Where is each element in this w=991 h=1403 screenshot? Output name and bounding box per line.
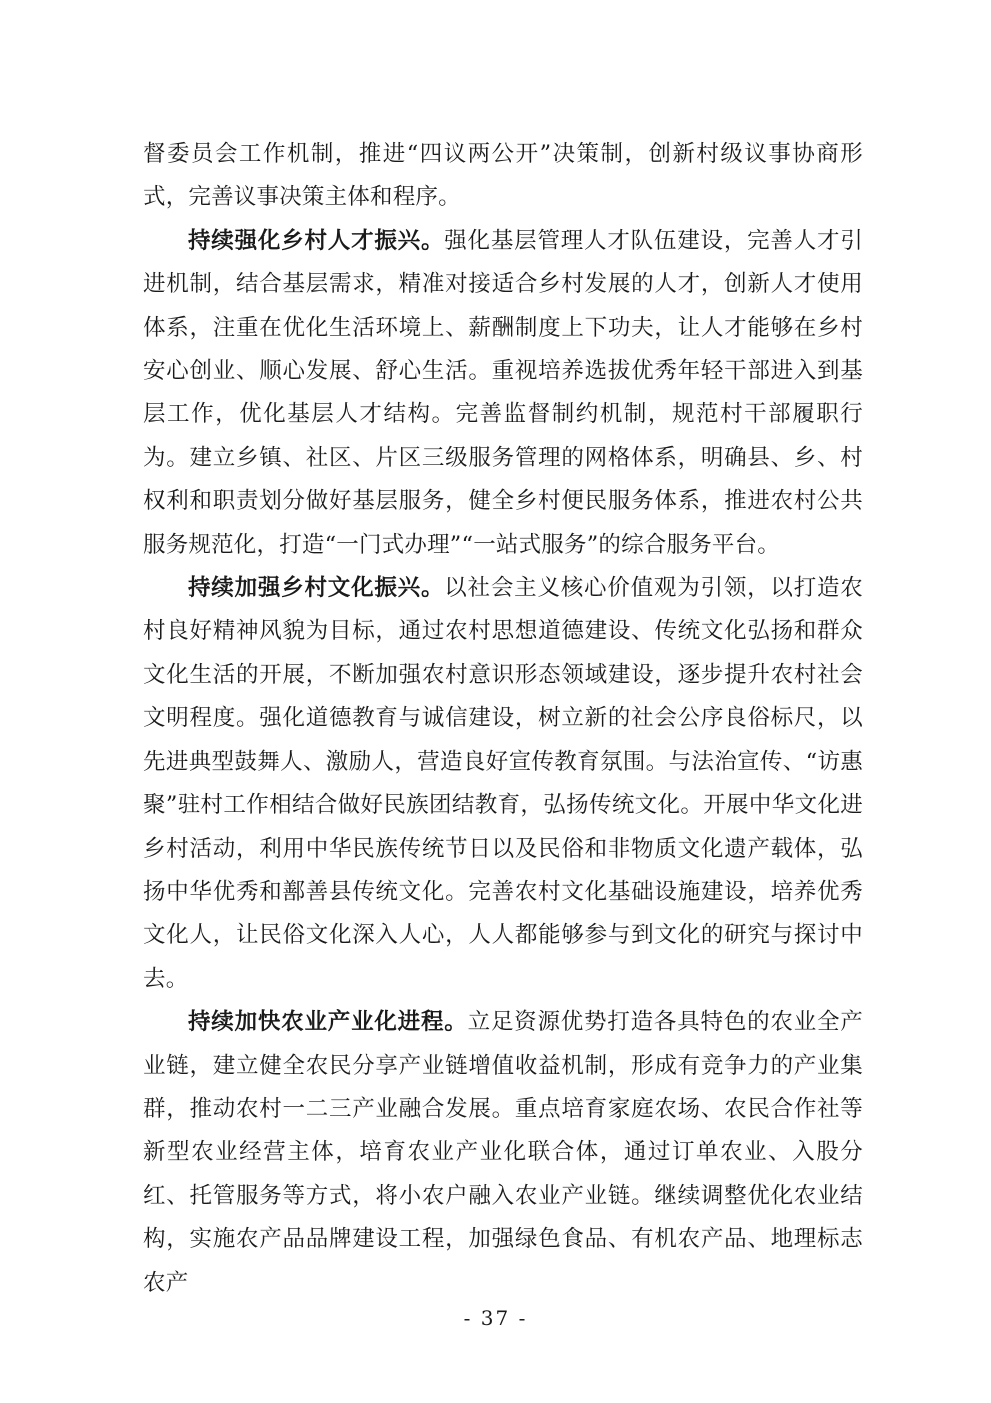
paragraph-text: 督委员会工作机制，推进“四议两公开”决策制，创新村级议事协商形式，完善议事决策主体和程序。 <box>143 141 863 211</box>
body-text <box>143 133 863 1305</box>
paragraph-continued <box>143 133 863 220</box>
paragraph-text: 立足资源优势打造各具特色的农业全产业链，建立健全农民分享产业链增值收益机制，形成有竞争力的产业集群，推动农村一二三产业融合发展。重点培育家庭农场、农民合作社等新型农业经营主体，培育农业产业化联合体，通过订单农业、入股分红、托管服务等方式，将小农户融入农业产业链。继续调整优化农业结构，实施农产品品牌建设工程，加强绿色食品、有机农产品、地理标志农产 <box>143 1009 863 1296</box>
paragraph-agri-industrialization <box>143 1001 863 1305</box>
page-number: - 37 - <box>463 1306 528 1330</box>
paragraph-culture-revitalization <box>143 567 863 1001</box>
paragraph-text: 以社会主义核心价值观为引领，以打造农村良好精神风貌为目标，通过农村思想道德建设、传统文化弘扬和群众文化生活的开展，不断加强农村意识形态领域建设，逐步提升农村社会文明程度。强化道德教育与诚信建设，树立新的社会公序良俗标尺，以先进典型鼓舞人、激励人，营造良好宣传教育氛围。与法治宣传、“访惠聚”驻村工作相结合做好民族团结教育，弘扬传统文化。开展中华文化进乡村活动，利用中华民族传统节日以及民俗和非物质文化遗产载体，弘扬中华优秀和鄯善县传统文化。完善农村文化基础设施建设，培养优秀文化人，让民俗文化深入人心，人人都能够参与到文化的研究与探讨中去。 <box>143 575 863 992</box>
paragraph-text: 强化基层管理人才队伍建设，完善人才引进机制，结合基层需求，精准对接适合乡村发展的人才，创新人才使用体系，注重在优化生活环境上、薪酬制度上下功夫，让人才能够在乡村安心创业、顺心发展、舒心生活。重视培养选拔优秀年轻干部进入到基层工作，优化基层人才结构。完善监督制约机制，规范村干部履职行为。建立乡镇、社区、片区三级服务管理的网格体系，明确县、乡、村权利和职责划分做好基层服务，健全乡村便民服务体系，推进农村公共服务规范化，打造“一门式办理”“一站式服务”的综合服务平台。 <box>143 227 863 558</box>
paragraph-heading: 持续强化乡村人才振兴。 <box>188 227 445 254</box>
paragraph-talent-revitalization <box>143 220 863 567</box>
paragraph-heading: 持续加强乡村文化振兴。 <box>188 575 445 602</box>
paragraph-heading: 持续加快农业产业化进程。 <box>188 1009 468 1036</box>
